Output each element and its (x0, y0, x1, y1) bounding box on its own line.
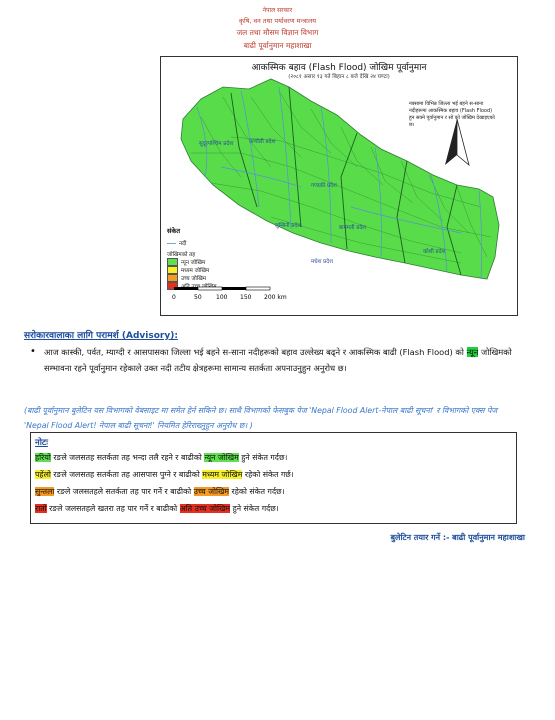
notes-box (30, 432, 517, 524)
legend-item-label: न्यून जोखिम (181, 260, 206, 266)
advisory-highlight: न्यून (466, 347, 479, 357)
website-notice: (बाढी पूर्वानुमान बुलेटिन यस विभागको वेबसाइट मा समेत हेर्न सकिने छ। साथै विभागको फेसबुक पेज 'Nepal Flood Alert-नेपाल बाढी सूचना' र विभागको एक्स पेज 'Nepal Flood Alert! नेपाल बाढी सूचना!' नियमित हेरिराख्नुहुन अनुरोध छ। ) (24, 406, 498, 430)
advisory-text-before: आज कास्की, पर्वत, म्याग्दी र आसपासका जिल्ला भई बहने स-साना नदीहरूको बहाव उल्लेख्य बढ्ने र आकस्मिक बाढी (Flash Flood) को (44, 347, 467, 357)
province-label-karnali: कर्णाली प्रदेश (249, 139, 276, 145)
legend-swatch-low (167, 258, 178, 266)
note-row (35, 453, 287, 463)
department-line: जल तथा मौसम विज्ञान विभाग (236, 28, 319, 37)
legend-item-label: मध्यम जोखिम (181, 268, 210, 274)
advisory-text-after: जोखिमको सम्भावना रहने पूर्वानुमान रहेकाले उक्त नदी तटीय क्षेत्रहरूमा सामान्य सतर्कता अपनाउनुहुन अनुरोध छ। (44, 347, 512, 373)
province-label-lumbini: लुम्बिनी प्रदेश (275, 223, 302, 229)
note-level: मध्यम जोखिम (202, 470, 243, 479)
note-end: हुने संकेत गर्दछ। (238, 453, 288, 462)
note-mid: रङले जलसतह सतर्कता तह आसपास पुग्ने र बाढीको (50, 470, 203, 479)
legend-swatch-medium (167, 266, 178, 274)
legend-item (167, 266, 247, 274)
ministry-line: कृषि, वन तथा पर्यावरण मन्त्रालय (238, 17, 317, 25)
legend-river-label: नदी (179, 241, 187, 247)
scale-tick: 50 (194, 294, 202, 301)
legend-item (167, 274, 247, 282)
bulletin-footer: बुलेटिन तयार गर्ने :- बाढी पूर्वानुमान महाशाखा (390, 533, 525, 542)
province-label-bagmati: बागमती प्रदेश (339, 225, 367, 231)
legend-title: संकेत (167, 227, 181, 235)
note-row (35, 504, 279, 514)
note-key: सुन्तला (35, 487, 55, 496)
note-level: अति उच्च जोखिम (179, 504, 231, 513)
note-row (35, 487, 285, 497)
legend-risk-title: जोखिमको तह (167, 252, 196, 258)
legend-river-row (167, 239, 247, 247)
note-mid: रङले जलसतह सतर्कता तह भन्दा तलै रहने र बाढीको (50, 453, 205, 462)
legend-swatch-high (167, 274, 178, 282)
note-mid: रङले जलसतहले खतरा तह पार गर्ने र बाढीको (46, 504, 180, 513)
note-level: न्यून जोखिम (204, 453, 239, 462)
advisory-text (44, 344, 519, 376)
advisory-title: सरोकारवालाका लागि परामर्श (Advisory): (24, 331, 178, 341)
river-line-icon (167, 243, 176, 244)
scale-tick: 200 km (264, 294, 287, 301)
note-end: रहेको संकेत गर्दछ। (229, 487, 285, 496)
note-level: उच्च जोखिम (193, 487, 230, 496)
province-label-koshi: कोशी प्रदेश (423, 249, 446, 255)
map-legend (167, 226, 247, 290)
note-row (35, 470, 294, 480)
scale-tick: 0 (172, 294, 176, 301)
note-key: रातो (35, 504, 47, 513)
notes-title: नोटः (35, 438, 48, 448)
province-label-sudurpashchim: सुदूरपश्चिम प्रदेश (199, 141, 234, 147)
map-note: नक्सामा विभिन्न जिल्ला भई बहने स-साना नदीहरूमा आकस्मिक बहाव (Flash Flood) हुन सक्ने पूर्वानुमान र सो को जोखिम देखाइएको छ। (409, 101, 495, 128)
note-end: रहेको संकेत गर्छ। (242, 470, 294, 479)
legend-item-label: उच्च जोखिम (181, 276, 207, 282)
province-label-gandaki: गण्डकी प्रदेश (311, 183, 337, 189)
govt-line: नेपाल सरकार (262, 7, 293, 14)
scale-tick: 150 (240, 294, 252, 301)
note-key: हरियो (35, 453, 51, 462)
legend-item (167, 258, 247, 266)
scale-bar (170, 285, 300, 307)
division-line: बाढी पूर्वानुमान महाशाखा (243, 41, 312, 50)
province-label-madhesh: मधेश प्रदेश (311, 259, 333, 265)
map-title: आकस्मिक बहाव (Flash Flood) जोखिम पूर्वानुमान (251, 63, 427, 73)
map-subtitle: (२०८१ असार १३ गते बिहान ८ बजे देखि २४ घण्टा) (288, 74, 390, 80)
note-key: पहेंलो (35, 470, 51, 479)
scale-bar-graphic (170, 285, 300, 305)
note-mid: रङले जलसतहले सतर्कता तह पार गर्ने र बाढीको (54, 487, 194, 496)
note-end: हुने संकेत गर्दछ। (230, 504, 279, 513)
scale-tick: 100 (216, 294, 228, 301)
